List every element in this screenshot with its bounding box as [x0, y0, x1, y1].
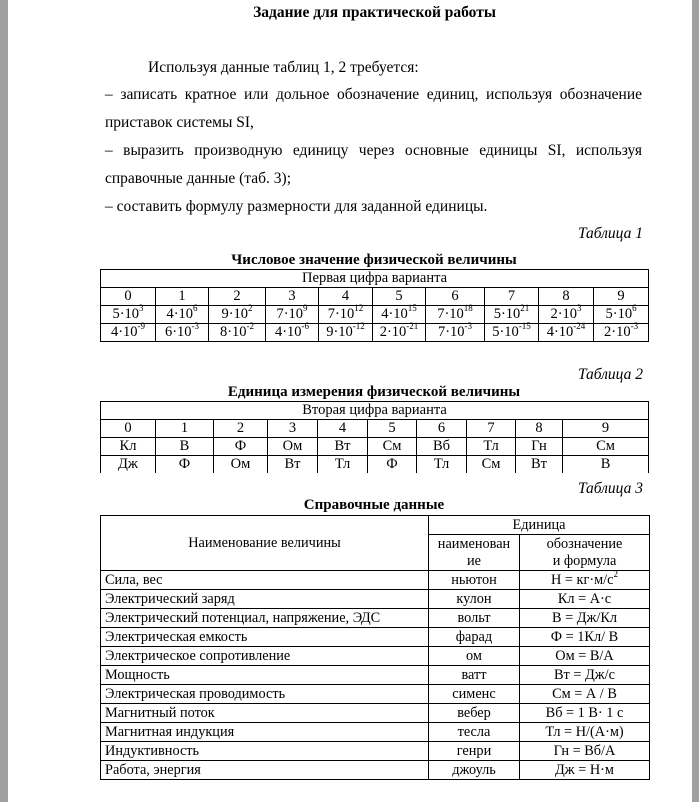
table3-title: Справочные данные: [303, 497, 445, 513]
table3-row: [101, 685, 650, 704]
table1-digit-cell: 3: [266, 288, 319, 306]
table2-unit-cell: Кл: [101, 438, 156, 456]
table3-unit-name-cell: ньютон: [429, 571, 520, 590]
table3-quantity-cell: Электрическое сопротивление: [101, 647, 429, 666]
table1-value-cell: $5\cdot 10^{21}$: [485, 306, 539, 324]
table3-header-unit-symbol: обозначение и формула: [520, 535, 650, 571]
table1-value-cell: $9\cdot 10^2$: [209, 306, 266, 324]
table2-unit-cell: Вт: [516, 456, 563, 474]
table2-digit-row: [101, 420, 649, 438]
table2-unit-cell: См: [563, 438, 649, 456]
table2-unit-cell: Вт: [268, 456, 318, 474]
table3-unit-name-cell: тесла: [429, 723, 520, 742]
table3-row: [101, 590, 650, 609]
table1-row: [101, 306, 649, 324]
table2-unit-cell: См: [368, 438, 417, 456]
table3-row: [101, 723, 650, 742]
table3-quantity-cell: Электрическая проводимость: [101, 685, 429, 704]
table3-quantity-cell: Индуктивность: [101, 742, 429, 761]
table1-value-cell: $6\cdot 10^{-3}$: [156, 324, 209, 342]
table3-quantity-cell: Сила, вес: [101, 571, 429, 590]
table3-quantity-cell: Магнитный поток: [101, 704, 429, 723]
table3-quantity-cell: Электрический заряд: [101, 590, 429, 609]
table3-quantity-cell: Мощность: [101, 666, 429, 685]
table1-value-cell: $7\cdot 10^9$: [266, 306, 319, 324]
table3-row: [101, 742, 650, 761]
table1-value-cell: $2\cdot 10^3$: [539, 306, 594, 324]
table2-digit-cell: 7: [467, 420, 516, 438]
table2-units: [100, 401, 649, 473]
table1-digit-cell: 4: [319, 288, 373, 306]
table1-value-cell: $8\cdot 10^{-2}$: [209, 324, 266, 342]
table2-unit-cell: Ф: [156, 456, 214, 474]
task-line-4: справочные данные (таб. 3);: [105, 170, 292, 187]
table1-digit-cell: 5: [373, 288, 426, 306]
table1-digit-cell: 6: [426, 288, 485, 306]
table2-digit-cell: 2: [214, 420, 268, 438]
table1-value-cell: $4\cdot 10^{-24}$: [539, 324, 594, 342]
table1-value-cell: $2\cdot 10^{-3}$: [594, 324, 649, 342]
table3-row: [101, 647, 650, 666]
table3-unit-name-cell: ватт: [429, 666, 520, 685]
table3-quantity-cell: Электрическая емкость: [101, 628, 429, 647]
table3-quantity-cell: Магнитная индукция: [101, 723, 429, 742]
table3-unit-name-cell: вебер: [429, 704, 520, 723]
table3-caption: Таблица 3: [577, 480, 643, 497]
table2-unit-cell: Тл: [417, 456, 467, 474]
table1-value-cell: $4\cdot 10^{-9}$: [101, 324, 156, 342]
table2-unit-cell: Тл: [467, 438, 516, 456]
table2-title: Единица измерения физической величины: [227, 384, 521, 400]
table2-caption: Таблица 2: [577, 366, 643, 383]
page-title: Задание для практической работы: [253, 4, 496, 21]
table2-unit-cell: Ф: [368, 456, 417, 474]
table1-digit-row: [101, 288, 649, 306]
task-line-3: – выразить производную единицу через основные единицы SI, используя: [105, 142, 642, 159]
table3-header-quantity: Наименование величины: [101, 516, 429, 571]
table1-value-cell: $5\cdot 10^3$: [101, 306, 156, 324]
table1-digit-cell: 2: [209, 288, 266, 306]
table3-formula-cell: Ом = В/А: [520, 647, 650, 666]
table2-unit-cell: Дж: [101, 456, 156, 474]
table2-unit-cell: В: [563, 456, 649, 474]
table2-digit-cell: 4: [318, 420, 368, 438]
table3-quantity-cell: Работа, энергия: [101, 761, 429, 780]
table3-formula-cell: См = А / В: [520, 685, 650, 704]
table3-row: [101, 609, 650, 628]
table2-digit-cell: 5: [368, 420, 417, 438]
table1-value-cell: $4\cdot 10^6$: [156, 306, 209, 324]
table3-row: [101, 571, 650, 590]
window-frame-right: [692, 0, 699, 802]
table2-digit-cell: 1: [156, 420, 214, 438]
table2-digit-cell: 6: [417, 420, 467, 438]
table2-unit-cell: Вб: [417, 438, 467, 456]
table1-digit-cell: 1: [156, 288, 209, 306]
table1-title: Числовое значение физической величины: [231, 252, 517, 268]
table2-unit-cell: См: [467, 456, 516, 474]
table1-group-header: Первая цифра варианта: [101, 270, 649, 288]
table3-formula-cell: Гн = Вб/А: [520, 742, 650, 761]
table2-digit-cell: 3: [268, 420, 318, 438]
table3-formula-cell: Дж = Н·м: [520, 761, 650, 780]
table1-numeric-values: [100, 269, 649, 342]
table2-unit-cell: Ом: [268, 438, 318, 456]
table2-digit-cell: 8: [516, 420, 563, 438]
table1-value-cell: $2\cdot 10^{-21}$: [373, 324, 426, 342]
table1-value-cell: $9\cdot 10^{-12}$: [319, 324, 373, 342]
table2-unit-cell: Ом: [214, 456, 268, 474]
table3-formula-cell: $Н = кг\cdot м/с^2$: [520, 571, 650, 590]
table1-digit-cell: 8: [539, 288, 594, 306]
table3-row: [101, 761, 650, 780]
task-line-1: – записать кратное или дольное обозначение единиц, используя обозначение: [105, 86, 642, 103]
table3-formula-cell: Ф = 1Кл/ В: [520, 628, 650, 647]
table1-digit-cell: 7: [485, 288, 539, 306]
table1-digit-cell: 9: [594, 288, 649, 306]
table2-digit-cell: 9: [563, 420, 649, 438]
intro-paragraph: Используя данные таблиц 1, 2 требуется:: [148, 59, 419, 76]
table3-header-unit-name: наименован ие: [429, 535, 520, 571]
table3-reference-data: [100, 515, 650, 780]
table3-formula-cell: Вб = 1 В· 1 с: [520, 704, 650, 723]
table3-formula-cell: Кл = А·с: [520, 590, 650, 609]
table3-unit-name-cell: генри: [429, 742, 520, 761]
table3-unit-name-cell: кулон: [429, 590, 520, 609]
table2-unit-cell: Ф: [214, 438, 268, 456]
table1-value-cell: $5\cdot 10^6$: [594, 306, 649, 324]
table2-row: [101, 438, 649, 456]
table1-value-cell: $5\cdot 10^{-15}$: [485, 324, 539, 342]
table3-row: [101, 666, 650, 685]
table3-formula-cell: Тл = Н/(А·м): [520, 723, 650, 742]
table1-value-cell: $7\cdot 10^{18}$: [426, 306, 485, 324]
task-line-2: приставок системы SI,: [105, 114, 254, 131]
table3-unit-name-cell: сименс: [429, 685, 520, 704]
table1-value-cell: $4\cdot 10^{15}$: [373, 306, 426, 324]
table1-digit-cell: 0: [101, 288, 156, 306]
table2-group-header: Вторая цифра варианта: [101, 402, 649, 420]
table3-quantity-cell: Электрический потенциал, напряжение, ЭДС: [101, 609, 429, 628]
table1-value-cell: $7\cdot 10^{-3}$: [426, 324, 485, 342]
table3-row: [101, 628, 650, 647]
table3-row: [101, 704, 650, 723]
table3-formula-cell: В = Дж/Кл: [520, 609, 650, 628]
table3-unit-name-cell: ом: [429, 647, 520, 666]
table3-unit-name-cell: фарад: [429, 628, 520, 647]
table2-unit-cell: Вт: [318, 438, 368, 456]
table1-caption: Таблица 1: [577, 225, 643, 242]
table3-formula-cell: Вт = Дж/с: [520, 666, 650, 685]
table2-digit-cell: 0: [101, 420, 156, 438]
table2-unit-cell: В: [156, 438, 214, 456]
table2-row: [101, 456, 649, 474]
table1-row: [101, 324, 649, 342]
task-line-5: – составить формулу размерности для заданной единицы.: [105, 198, 488, 215]
window-frame-left: [0, 0, 8, 802]
table3-unit-name-cell: вольт: [429, 609, 520, 628]
table1-value-cell: $7\cdot 10^{12}$: [319, 306, 373, 324]
table3-header-unit: Единица: [429, 516, 650, 535]
table2-unit-cell: Тл: [318, 456, 368, 474]
table2-unit-cell: Гн: [516, 438, 563, 456]
table3-unit-name-cell: джоуль: [429, 761, 520, 780]
table1-value-cell: $4\cdot 10^{-6}$: [266, 324, 319, 342]
